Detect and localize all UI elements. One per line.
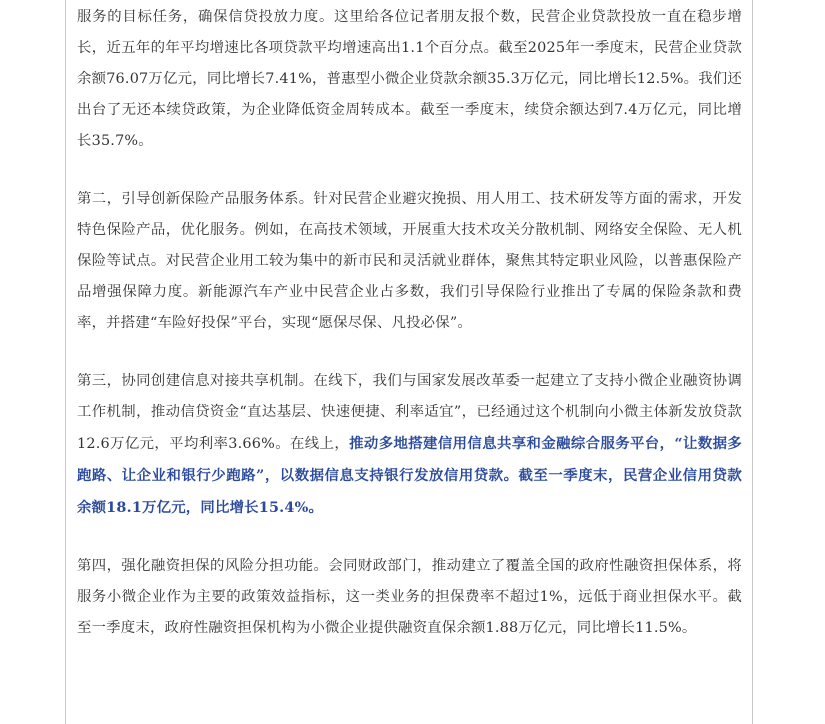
paragraph-text: 服务的目标任务，确保信贷投放力度。这里给各位记者朋友报个数，民营企业贷款投放一直在稳步增长，近五年的年平均增速比各项贷款平均增速高出1.1个百分点。截至2025年一季度末，民营企业贷款余额76.07万亿元，同比增长7.41%，普惠型小微企业贷款余额35.3万亿元，同比增长12.5%。我们还出台了无还本续贷政策，为企业降低资金周转成本。截至一季度末，续贷余额达到7.4万亿元，同比增长35.7%。 [77,9,742,149]
paragraph-guarantee [77,551,742,644]
paragraph-information [77,366,742,524]
paragraph-text: 第二，引导创新保险产品服务体系。针对民营企业避灾挽损、用人用工、技术研发等方面的需求，开发特色保险产品，优化服务。例如，在高技术领域，开展重大技术攻关分散机制、网络安全保险、无人机保险等试点。对民营企业用工较为集中的新市民和灵活就业群体，聚焦其特定职业风险，以普惠保险产品增强保障力度。新能源汽车产业中民营企业占多数，我们引导保险行业推出了专属的保险条款和费率，并搭建“车险好投保”平台，实现“愿保尽保、凡投必保”。 [77,191,742,331]
article-body [77,0,742,671]
paragraph-text: 第三，协同创建信息对接共享机制。在线下，我们与国家发展改革委一起建立了支持小微企业融资协调工作机制，推动信贷资金“直达基层、快速便捷、利率适宜”，已经通过这个机制向小微主体新发放贷款12.6万亿元，平均利率3.66%。在线上， [77,373,742,452]
paragraph-credit [77,2,742,157]
paragraph-insurance [77,184,742,339]
highlighted-text: 推动多地搭建信用信息共享和金融综合服务平台，“让数据多跑路、让企业和银行少跑路”，以数据信息支持银行发放信用贷款。截至一季度末，民营企业信用贷款余额18.1万亿元，同比增长15.4%。 [77,435,742,516]
paragraph-text: 第四，强化融资担保的风险分担功能。会同财政部门，推动建立了覆盖全国的政府性融资担保体系，将服务小微企业作为主要的政策效益指标，这一类业务的担保费率不超过1%，远低于商业担保水平。截至一季度末，政府性融资担保机构为小微企业提供融资直保余额1.88万亿元，同比增长11.5%。 [77,558,742,636]
